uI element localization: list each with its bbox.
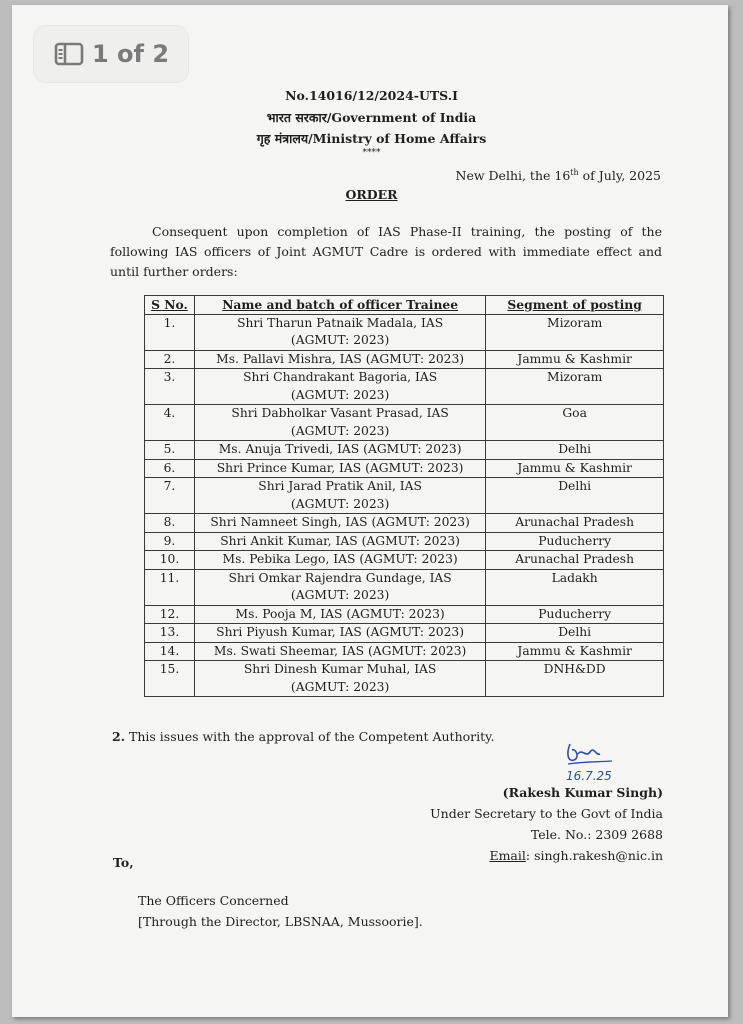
signature-date: 16.7.25: [566, 769, 612, 783]
to-label: To,: [113, 855, 134, 870]
cell-officer: [194, 514, 485, 533]
signatory-designation: Under Secretary to the Govt of India: [430, 806, 663, 821]
table-row: [145, 441, 664, 460]
cell-officer: [194, 478, 485, 514]
officer-name: Ms. Swati Sheemar, IAS (AGMUT: 2023): [213, 643, 467, 658]
addressee-line-2: [Through the Director, LBSNAA, Mussoorie].: [138, 914, 423, 929]
header-sno: S No.: [145, 296, 195, 315]
cell-officer: [194, 532, 485, 551]
signatory-telephone: Tele. No.: 2309 2688: [530, 827, 663, 842]
officer-batch: (AGMUT: 2023): [290, 588, 390, 602]
officer-name: Ms. Pebika Lego, IAS (AGMUT: 2023): [222, 552, 458, 566]
signatory-name: (Rakesh Kumar Singh): [502, 785, 663, 800]
table-row: [145, 551, 664, 570]
cell-officer: [194, 405, 485, 441]
cell-officer: [194, 551, 485, 570]
cell-segment: Arunachal Pradesh: [486, 551, 664, 570]
cell-segment: Puducherry: [486, 605, 664, 624]
cell-sno: 10.: [145, 551, 195, 570]
officer-name: Ms. Pallavi Mishra, IAS (AGMUT: 2023): [216, 351, 465, 366]
table-row: [145, 514, 664, 533]
table-row: [145, 532, 664, 551]
table-row: [145, 642, 664, 661]
cell-officer: [194, 605, 485, 624]
reference-number: No.14016/12/2024-UTS.I: [285, 88, 458, 103]
table-row: [145, 350, 664, 369]
cell-sno: 6.: [145, 459, 195, 478]
table-header-row: [145, 296, 664, 315]
header-name: Name and batch of officer Trainee: [194, 296, 485, 315]
addressee-line-1: The Officers Concerned: [138, 893, 289, 908]
ministry-line: गृह मंत्रालय/Ministry of Home Affairs: [256, 131, 487, 146]
officer-name: Ms. Pooja M, IAS (AGMUT: 2023): [235, 606, 445, 621]
cell-officer: [194, 441, 485, 460]
table-row: [145, 569, 664, 605]
officer-batch: (AGMUT: 2023): [290, 679, 390, 694]
cell-segment: Mizoram: [486, 369, 664, 405]
table-row: [145, 405, 664, 441]
cell-sno: 9.: [145, 532, 195, 551]
page-layout-icon: [54, 42, 84, 66]
cell-officer: [194, 569, 485, 605]
cell-officer: [194, 661, 485, 697]
cell-officer: [194, 350, 485, 369]
cell-segment: Delhi: [486, 478, 664, 514]
cell-segment: Goa: [486, 405, 664, 441]
table-row: [145, 605, 664, 624]
signatory-email: Email: singh.rakesh@nic.in: [489, 848, 663, 863]
header-stars: ****: [362, 148, 381, 158]
intro-paragraph: Consequent upon completion of IAS Phase-II training, the posting of the following IAS officers of Joint AGMUT Cadre is ordered with immediate effect and until further orders:: [110, 224, 662, 279]
officer-name: Shri Chandrakant Bagoria, IAS: [243, 370, 438, 384]
signature-block: [430, 782, 663, 866]
officer-batch: (AGMUT: 2023): [290, 333, 390, 347]
cell-segment: Puducherry: [486, 532, 664, 551]
cell-segment: Jammu & Kashmir: [486, 459, 664, 478]
cell-segment: Jammu & Kashmir: [486, 350, 664, 369]
table-body: [145, 314, 664, 697]
page-indicator-text: 1 of 2: [92, 40, 170, 68]
cell-segment: Delhi: [486, 624, 664, 643]
officer-batch: (AGMUT: 2023): [290, 387, 390, 402]
cell-sno: 2.: [145, 350, 195, 369]
table-row: [145, 661, 664, 697]
cell-segment: Jammu & Kashmir: [486, 642, 664, 661]
cell-sno: 3.: [145, 369, 195, 405]
officer-name: Shri Tharun Patnaik Madala, IAS: [237, 315, 444, 330]
order-title: ORDER: [345, 187, 398, 202]
cell-officer: [194, 642, 485, 661]
cell-segment: Delhi: [486, 441, 664, 460]
cell-segment: Arunachal Pradesh: [486, 514, 664, 533]
cell-officer: [194, 459, 485, 478]
officer-batch: (AGMUT: 2023): [290, 496, 390, 511]
addressee-block: [138, 890, 423, 932]
date-line: New Delhi, the 16th of July, 2025: [455, 168, 661, 184]
cell-sno: 13.: [145, 624, 195, 643]
officer-name: Shri Omkar Rajendra Gundage, IAS: [228, 570, 452, 585]
table-row: [145, 369, 664, 405]
officer-name: Shri Dabholkar Vasant Prasad, IAS: [231, 406, 449, 420]
approval-note: 2. This issues with the approval of the Competent Authority.: [112, 729, 495, 744]
cell-sno: 8.: [145, 514, 195, 533]
officer-name: Ms. Anuja Trivedi, IAS (AGMUT: 2023): [218, 442, 462, 456]
cell-officer: [194, 314, 485, 350]
table-row: [145, 314, 664, 350]
cell-sno: 12.: [145, 605, 195, 624]
cell-sno: 4.: [145, 405, 195, 441]
officer-name: Shri Ankit Kumar, IAS (AGMUT: 2023): [220, 533, 460, 548]
officer-name: Shri Prince Kumar, IAS (AGMUT: 2023): [216, 460, 464, 475]
page-indicator-badge[interactable]: [34, 26, 188, 82]
cell-sno: 7.: [145, 478, 195, 514]
cell-segment: DNH&DD: [486, 661, 664, 697]
officer-batch: (AGMUT: 2023): [290, 423, 390, 438]
officer-name: Shri Dinesh Kumar Muhal, IAS: [243, 662, 437, 676]
postings-table: [144, 295, 664, 697]
handwritten-signature: [560, 740, 630, 786]
header-segment: Segment of posting: [486, 296, 664, 315]
cell-segment: Mizoram: [486, 314, 664, 350]
cell-sno: 5.: [145, 441, 195, 460]
officer-name: Shri Jarad Pratik Anil, IAS: [258, 479, 422, 493]
officer-name: Shri Piyush Kumar, IAS (AGMUT: 2023): [216, 625, 465, 639]
cell-sno: 11.: [145, 569, 195, 605]
cell-sno: 14.: [145, 642, 195, 661]
cell-sno: 1.: [145, 314, 195, 350]
cell-sno: 15.: [145, 661, 195, 697]
cell-officer: [194, 369, 485, 405]
table-row: [145, 459, 664, 478]
table-row: [145, 478, 664, 514]
cell-segment: Ladakh: [486, 569, 664, 605]
table-row: [145, 624, 664, 643]
cell-officer: [194, 624, 485, 643]
government-line: भारत सरकार/Government of India: [266, 110, 477, 125]
officer-name: Shri Namneet Singh, IAS (AGMUT: 2023): [210, 515, 470, 529]
